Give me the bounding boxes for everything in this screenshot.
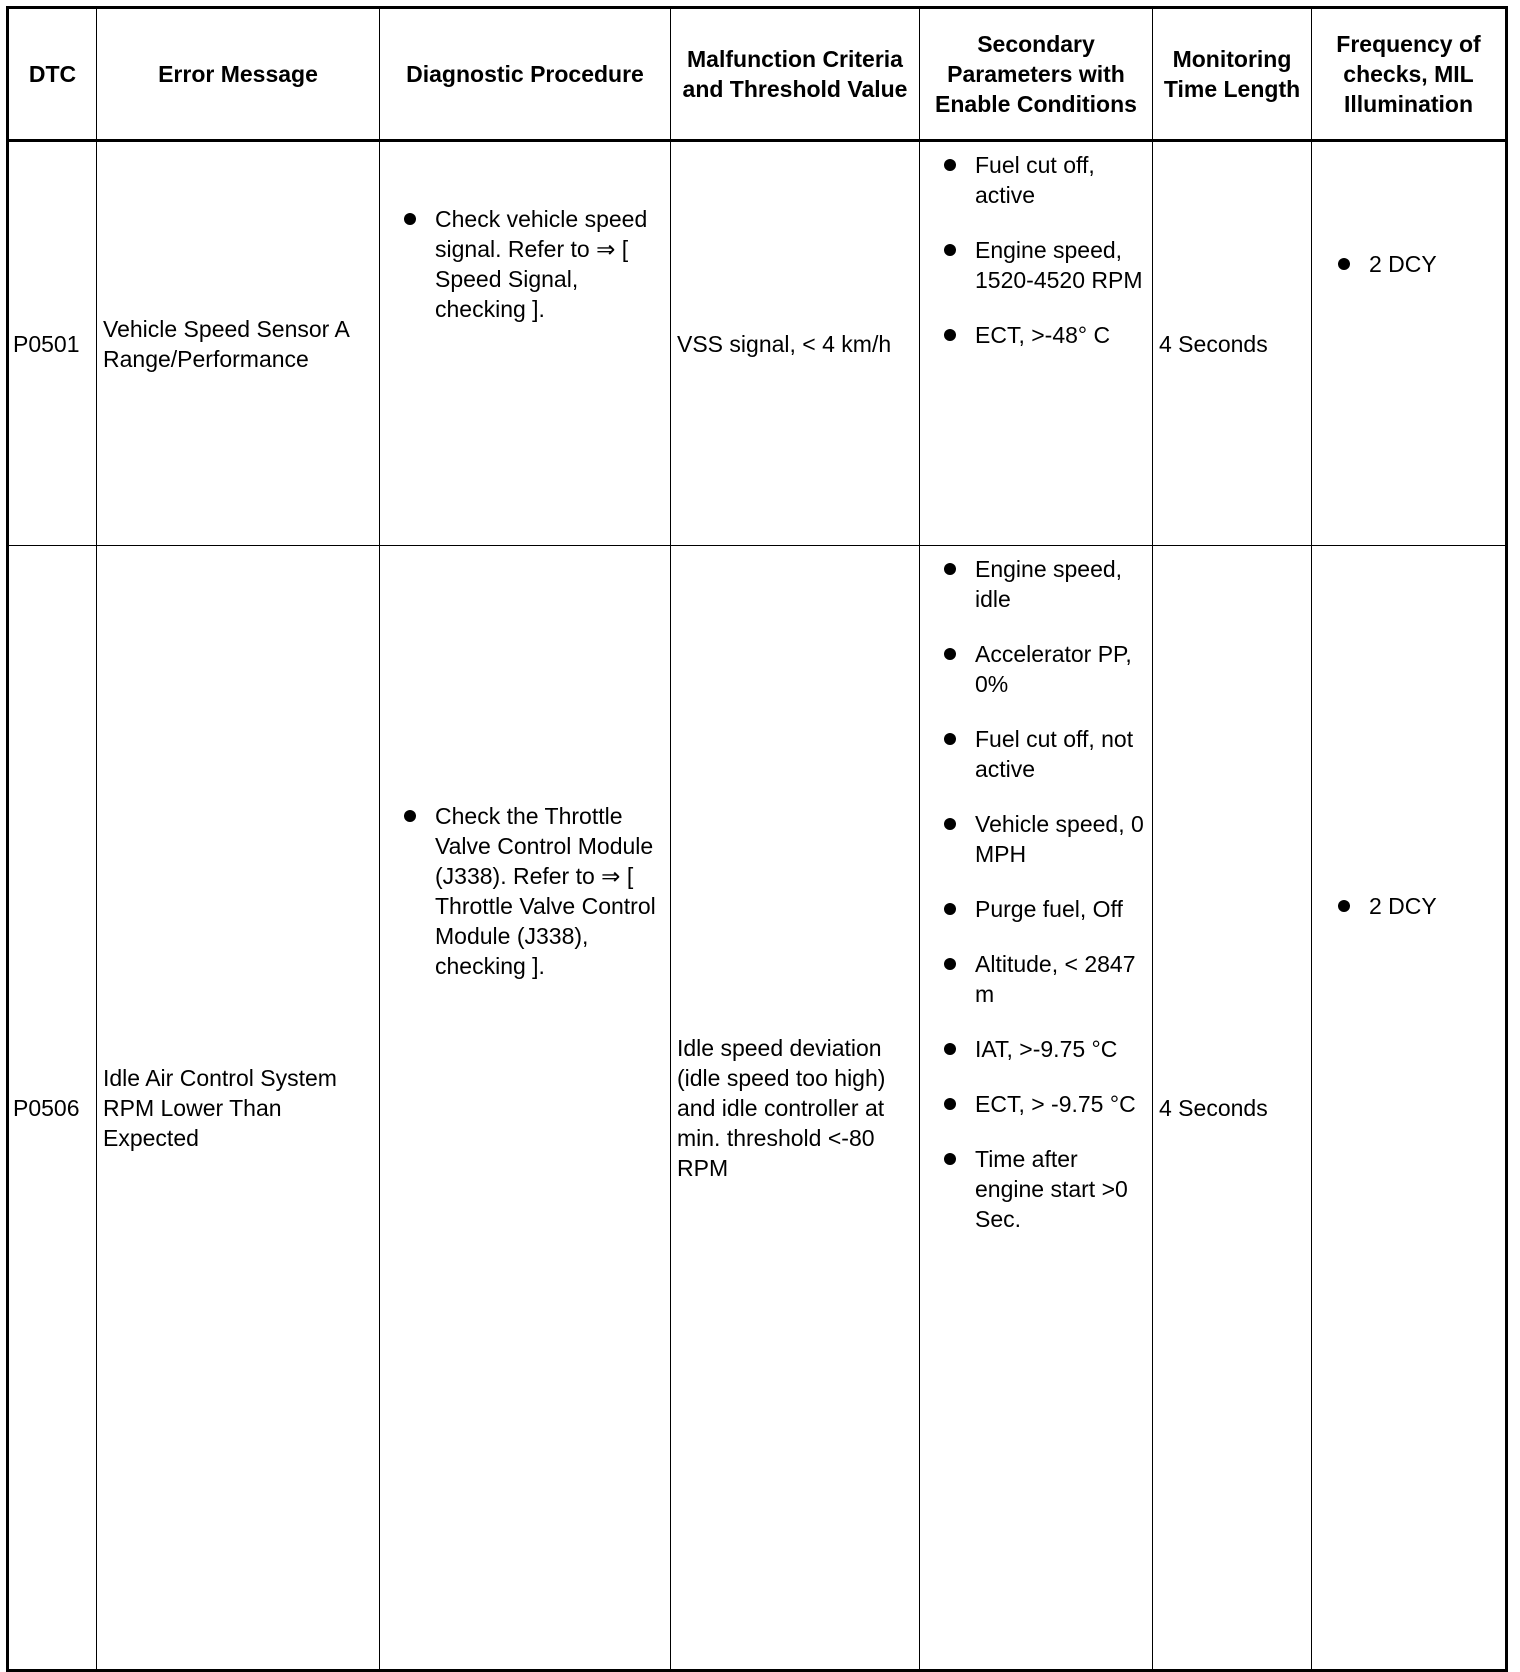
bullet-icon — [944, 958, 956, 970]
parameter-text: Engine speed, 1520-4520 RPM — [975, 237, 1143, 293]
bullet-icon — [944, 1098, 956, 1110]
dtc-table — [6, 6, 1508, 1672]
list-item — [926, 554, 1148, 614]
frequency-text: 2 DCY — [1369, 251, 1437, 277]
table-row — [8, 141, 1507, 546]
list-item — [926, 724, 1148, 784]
bullet-icon — [404, 213, 416, 225]
parameters-list — [926, 554, 1148, 1234]
frequency — [1312, 546, 1507, 1671]
error-message: Idle Air Control System RPM Lower Than Expected — [97, 546, 380, 1671]
monitoring-time: 4 Seconds — [1153, 546, 1312, 1671]
bullet-icon — [944, 244, 956, 256]
parameter-text: Altitude, < 2847 m — [975, 951, 1136, 1007]
frequency-text: 2 DCY — [1369, 893, 1437, 919]
procedure-text: Check the Throttle Valve Control Module (J338). Refer to ⇒ [ Throttle Valve Control Module (J338), checking ]. — [435, 803, 656, 979]
parameter-text: Time after engine start >0 Sec. — [975, 1146, 1128, 1232]
parameter-text: Purge fuel, Off — [975, 896, 1123, 922]
table-row — [8, 546, 1507, 1671]
frequency-list — [1318, 249, 1499, 279]
monitoring-time: 4 Seconds — [1153, 141, 1312, 546]
list-item — [386, 204, 664, 324]
secondary-parameters — [920, 546, 1153, 1671]
list-item — [1318, 891, 1499, 921]
malfunction-criteria: VSS signal, < 4 km/h — [671, 141, 920, 546]
parameter-text: Accelerator PP, 0% — [975, 641, 1132, 697]
list-item — [926, 639, 1148, 699]
bullet-icon — [1338, 258, 1350, 270]
list-item — [926, 150, 1148, 210]
bullet-icon — [1338, 900, 1350, 912]
dtc-code: P0506 — [8, 546, 97, 1671]
list-item — [926, 894, 1148, 924]
bullet-icon — [944, 818, 956, 830]
header-error-message: Error Message — [97, 8, 380, 141]
list-item — [926, 949, 1148, 1009]
header-row — [8, 8, 1507, 141]
parameter-text: Vehicle speed, 0 MPH — [975, 811, 1144, 867]
parameter-text: Fuel cut off, not active — [975, 726, 1134, 782]
list-item — [926, 235, 1148, 295]
bullet-icon — [944, 159, 956, 171]
list-item — [926, 320, 1148, 350]
bullet-icon — [944, 903, 956, 915]
frequency-list — [1318, 891, 1499, 921]
parameters-list — [926, 150, 1148, 350]
list-item — [926, 1144, 1148, 1234]
dtc-code: P0501 — [8, 141, 97, 546]
parameter-text: ECT, > -9.75 °C — [975, 1091, 1136, 1117]
list-item — [926, 1089, 1148, 1119]
frequency — [1312, 141, 1507, 546]
procedure-list — [386, 801, 664, 981]
header-secondary-parameters: Secondary Parameters with Enable Conditions — [920, 8, 1153, 141]
list-item — [386, 801, 664, 981]
list-item — [926, 809, 1148, 869]
bullet-icon — [944, 648, 956, 660]
list-item — [926, 1034, 1148, 1064]
parameter-text: IAT, >-9.75 °C — [975, 1036, 1118, 1062]
malfunction-criteria: Idle speed deviation (idle speed too high) and idle controller at min. threshold <-80 RPM — [671, 546, 920, 1671]
header-dtc: DTC — [8, 8, 97, 141]
header-frequency: Frequency of checks, MIL Illumination — [1312, 8, 1507, 141]
bullet-icon — [944, 1153, 956, 1165]
bullet-icon — [944, 733, 956, 745]
procedure-list — [386, 204, 664, 324]
parameter-text: Engine speed, idle — [975, 556, 1123, 612]
secondary-parameters — [920, 141, 1153, 546]
header-malfunction-criteria: Malfunction Criteria and Threshold Value — [671, 8, 920, 141]
bullet-icon — [404, 810, 416, 822]
diagnostic-procedure — [380, 141, 671, 546]
procedure-text: Check vehicle speed signal. Refer to ⇒ [ Speed Signal, checking ]. — [435, 206, 648, 322]
diagnostic-procedure — [380, 546, 671, 1671]
list-item — [1318, 249, 1499, 279]
error-message: Vehicle Speed Sensor A Range/Performance — [97, 141, 380, 546]
bullet-icon — [944, 329, 956, 341]
bullet-icon — [944, 1043, 956, 1055]
parameter-text: Fuel cut off, active — [975, 152, 1095, 208]
header-diagnostic-procedure: Diagnostic Procedure — [380, 8, 671, 141]
parameter-text: ECT, >-48° C — [975, 322, 1111, 348]
header-monitoring-time: Monitoring Time Length — [1153, 8, 1312, 141]
bullet-icon — [944, 563, 956, 575]
